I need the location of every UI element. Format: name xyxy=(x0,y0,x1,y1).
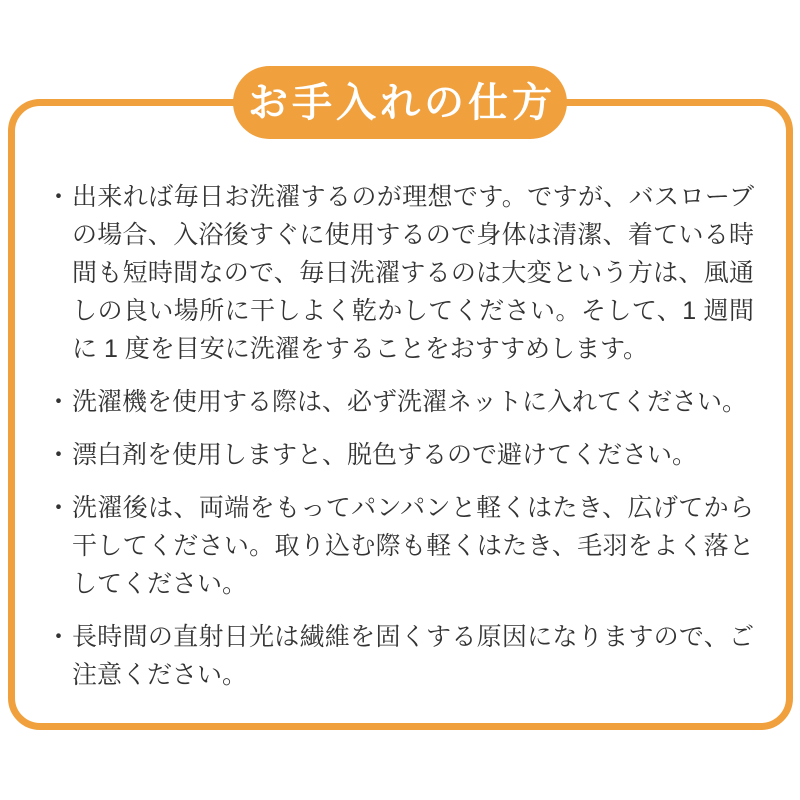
card-title-badge xyxy=(233,66,567,139)
card-title: お手入れの仕方 xyxy=(248,80,556,125)
instruction-text: 洗濯機を使用する際は、必ず洗濯ネットに入れてください。 xyxy=(72,388,748,416)
bullet-marker: ・ xyxy=(46,623,72,651)
instruction-list xyxy=(46,178,754,694)
list-item xyxy=(46,178,754,368)
bullet-marker: ・ xyxy=(46,494,72,522)
instruction-text: 長時間の直射日光は繊維を固くする原因になりますので、ご注意ください。 xyxy=(72,623,754,689)
bullet-marker: ・ xyxy=(46,388,72,416)
instruction-text: 洗濯後は、両端をもってパンパンと軽くはたき、広げてから干してください。取り込む際も軽くはたき、毛羽をよく落としてください。 xyxy=(72,494,754,598)
list-item xyxy=(46,383,754,421)
list-item xyxy=(46,489,754,603)
instruction-text: 漂白剤を使用しますと、脱色するので避けてください。 xyxy=(72,441,698,469)
list-item xyxy=(46,618,754,694)
instruction-text: 出来れば毎日お洗濯するのが理想です。ですが、バスローブの場合、入浴後すぐに使用するので身体は清潔、着ている時間も短時間なので、毎日洗濯するのは大変という方は、風通しの良い場所に干しよく乾かしてください。そして、1 週間に 1 度を目安に洗濯をすることをおすすめします。 xyxy=(72,183,754,363)
list-item xyxy=(46,436,754,474)
bullet-marker: ・ xyxy=(46,441,72,469)
bullet-marker: ・ xyxy=(46,183,72,211)
